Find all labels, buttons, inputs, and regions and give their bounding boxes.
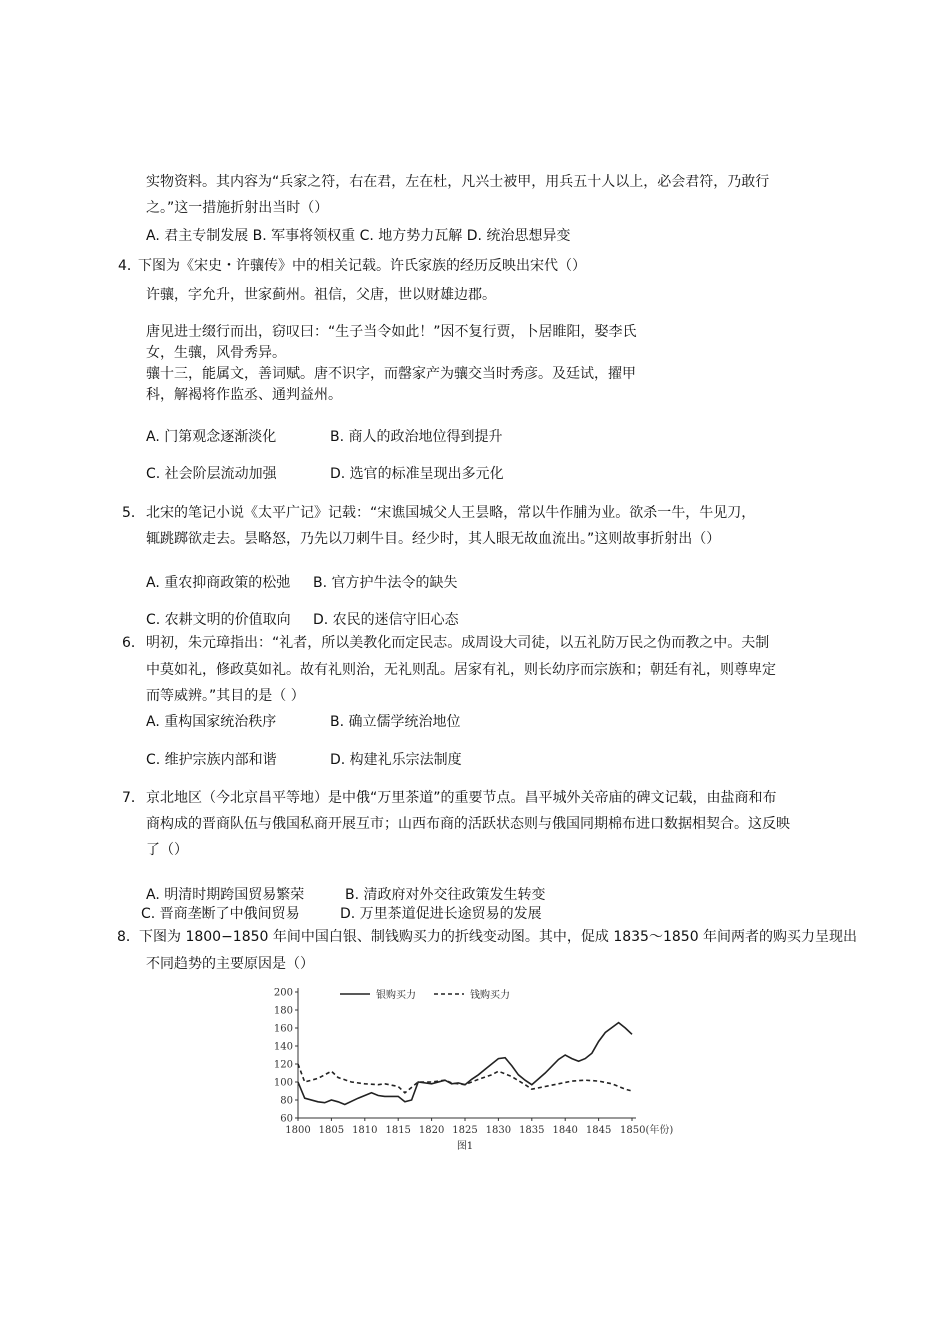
- x-tick-label: 1835: [519, 1125, 545, 1136]
- q4-option-d: D. 选官的标准呈现出多元化: [330, 466, 504, 482]
- q8-number: 8．: [117, 929, 140, 945]
- x-tick-label: 1850(年份): [620, 1125, 674, 1136]
- q7-option-c: C. 晋商垄断了中俄间贸易: [141, 906, 300, 922]
- legend-label: 银购买力: [376, 990, 416, 1001]
- q4-quote-line: 科，解褐将作监丞、通判益州。: [146, 387, 342, 403]
- x-tick-label: 1830: [485, 1125, 512, 1136]
- chart-caption: 图1: [456, 1141, 474, 1152]
- q6-line-1: 明初，朱元璋指出：“礼者，所以美教化而定民志。成周设大司徒，以五礼防万民之伪而教之中。夫制: [146, 635, 770, 651]
- q6-option-c: C. 维护宗族内部和谐: [146, 752, 277, 768]
- q4-quote-line: 骧十三，能属文，善词赋。唐不识字，而罄家产为骧交当时秀彦。及廷试，擢甲: [146, 366, 636, 382]
- series-line-copper-cash: [298, 1064, 632, 1093]
- q4-quote-line: 唐见进士缀行而出，窃叹曰：“生子当令如此！”因不复行贾，卜居睢阳，娶李氏: [146, 324, 637, 340]
- y-tick-label: 80: [280, 1095, 293, 1107]
- y-tick-label: 140: [273, 1041, 293, 1053]
- q6-option-b: B. 确立儒学统治地位: [330, 714, 461, 730]
- q6-option-a: A. 重构国家统治秩序: [146, 714, 277, 730]
- q7-option-a: A. 明清时期跨国贸易繁荣: [146, 887, 305, 903]
- q4-quote-line: 许骧，字允升，世家蓟州。祖信，父唐，世以财雄边郡。: [146, 287, 496, 303]
- q3-line-2: 之。”这一措施折射出当时（）: [146, 200, 329, 216]
- q5-option-d: D. 农民的迷信守旧心态: [313, 612, 459, 628]
- x-tick-label: 1840: [552, 1125, 578, 1136]
- q7-option-d: D. 万里茶道促进长途贸易的发展: [340, 906, 542, 922]
- q7-line-3: 了（）: [146, 842, 188, 858]
- x-tick-label: 1810: [352, 1125, 378, 1136]
- q5-option-a: A. 重农抑商政策的松弛: [146, 575, 291, 591]
- q7-number: 7．: [122, 790, 145, 806]
- q3-options: A. 君主专制发展 B. 军事将领权重 C. 地方势力瓦解 D. 统治思想异变: [146, 228, 571, 244]
- q4-option-a: A. 门第观念逐渐淡化: [146, 429, 277, 445]
- q7-option-b: B. 清政府对外交往政策发生转变: [345, 887, 546, 903]
- q5-number: 5．: [122, 505, 145, 521]
- q7-line-2: 商构成的晋商队伍与俄国私商开展互市；山西布商的活跃状态则与俄国同期棉布进口数据相契合。这反映: [146, 816, 790, 832]
- legend-label: 钱购买力: [470, 990, 510, 1001]
- q4-option-b: B. 商人的政治地位得到提升: [330, 429, 503, 445]
- q6-number: 6．: [122, 635, 145, 651]
- x-tick-label: 1815: [385, 1125, 411, 1136]
- q4-option-c: C. 社会阶层流动加强: [146, 466, 277, 482]
- purchasing-power-chart: [262, 980, 722, 1160]
- y-tick-label: 160: [273, 1023, 293, 1035]
- q5-line-1: 北宋的笔记小说《太平广记》记载：“宋谯国城父人王昙略，常以牛作脯为业。欲杀一牛，牛见刀，: [146, 505, 756, 521]
- x-tick-label: 1800: [285, 1125, 311, 1136]
- q3-line-1: 实物资料。其内容为“兵家之符，右在君，左在杜，凡兴士被甲，用兵五十人以上，必会君符，乃敢行: [146, 174, 770, 190]
- y-tick-label: 180: [273, 1005, 293, 1017]
- q8-line-2: 不同趋势的主要原因是（）: [146, 956, 314, 972]
- q6-line-2: 中莫如礼，修政莫如礼。故有礼则治，无礼则乱。居家有礼，则长幼序而宗族和；朝廷有礼，则尊卑定: [146, 662, 776, 678]
- q4-quote-line: 女，生骧，风骨秀异。: [146, 345, 286, 361]
- y-tick-label: 60: [280, 1113, 293, 1125]
- q8-line-1: 下图为 1800−1850 年间中国白银、制钱购买力的折线变动图。其中，促成 1835～1850 年间两者的购买力呈现出: [139, 929, 858, 945]
- q4-number: 4．: [118, 258, 141, 274]
- q5-option-b: B. 官方护牛法令的缺失: [313, 575, 458, 591]
- x-tick-label: 1825: [452, 1125, 478, 1136]
- x-tick-label: 1845: [585, 1125, 612, 1136]
- q5-option-c: C. 农耕文明的价值取向: [146, 612, 291, 628]
- y-tick-label: 200: [273, 987, 293, 999]
- q4-stem: 下图为《宋史・许骧传》中的相关记载。许氏家族的经历反映出宋代（）: [138, 258, 586, 274]
- q6-option-d: D. 构建礼乐宗法制度: [330, 752, 462, 768]
- q5-line-2: 辄跳踯欲走去。昙略怒，乃先以刀刺牛目。经少时，其人眼无故血流出。”这则故事折射出（）: [146, 531, 721, 547]
- y-tick-label: 120: [273, 1059, 293, 1071]
- q6-line-3: 而等威辨。”其目的是（ ）: [146, 688, 305, 704]
- series-line-silver: [298, 1023, 632, 1105]
- x-tick-label: 1820: [418, 1125, 445, 1136]
- q7-line-1: 京北地区（今北京昌平等地）是中俄“万里茶道”的重要节点。昌平城外关帝庙的碑文记载，由盐商和布: [146, 790, 777, 806]
- x-tick-label: 1805: [318, 1125, 345, 1136]
- y-tick-label: 100: [273, 1077, 293, 1089]
